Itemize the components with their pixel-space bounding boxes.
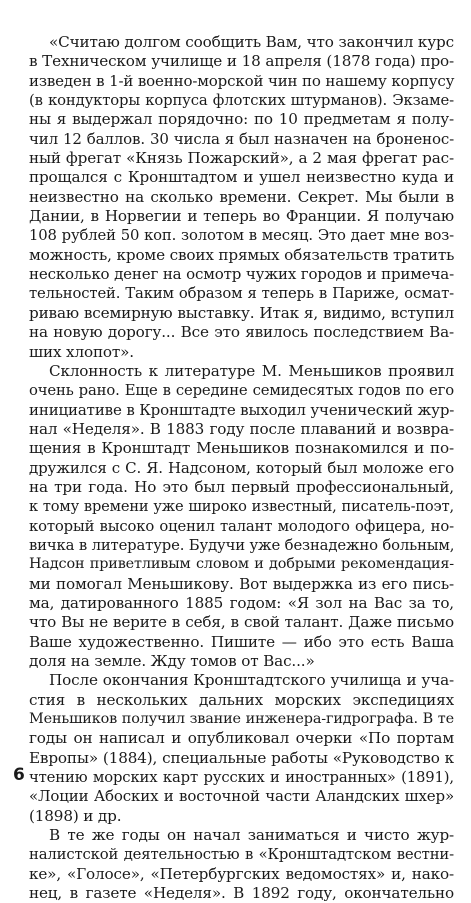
text-line: риваю всемирную выставку. Итак я, видимо, вступил bbox=[29, 303, 454, 322]
text-line: стия в нескольких дальних морских экспедициях bbox=[29, 690, 454, 709]
text-line: ми помогал Меньшикову. Вот выдержка из его пись- bbox=[29, 574, 454, 593]
text-line: (1898) и др. bbox=[29, 806, 122, 825]
text-line: чтению морских карт русских и иностранных» (1891), bbox=[29, 769, 454, 787]
paragraph-journalism bbox=[29, 826, 454, 903]
text-line: Надсон приветливым словом и добрыми рекомендация- bbox=[29, 556, 454, 573]
text-line: несколько денег на осмотр чужих городов и примеча- bbox=[29, 265, 454, 284]
text-line: Ваше художественно. Пишите — ибо это есть Ваша bbox=[29, 632, 454, 651]
text-line: который высоко оценил талант молодого офицера, но- bbox=[29, 517, 454, 535]
text-line: в Техническом училище и 18 апреля (1878 года) про- bbox=[29, 52, 454, 71]
page-number: 6 bbox=[13, 765, 25, 785]
text-line: ный фрегат «Князь Пожарский», а 2 мая фрегат рас- bbox=[29, 149, 454, 168]
text-line: на новую дорогу... Все это явилось последствием Ва- bbox=[29, 323, 454, 342]
text-line: Склонность к литературе М. Меньшиков проявил bbox=[49, 361, 454, 380]
text-line: «Считаю долгом сообщить Вам, что закончил курс bbox=[49, 33, 454, 51]
text-line: изведен в 1-й военно-морской чин по нашему корпусу bbox=[29, 71, 455, 90]
text-line: После окончания Кронштадтского училища и уча- bbox=[49, 671, 454, 690]
text-line: «Лоции Абоских и восточной части Аландских шхер» bbox=[29, 787, 454, 806]
text-line: можность, кроме своих прямых обязательств тратить bbox=[29, 245, 455, 264]
text-line: (в кондукторы корпуса флотских штурманов). Экзаме- bbox=[29, 92, 454, 110]
text-line: вичка в литературе. Будучи уже безнадежно больным, bbox=[29, 536, 455, 554]
text-line: ших хлопот». bbox=[29, 342, 134, 361]
text-line: Европы» (1884), специальные работы «Руководство к bbox=[29, 748, 454, 767]
text-line: Дании, в Норвегии и теперь во Франции. Я получаю bbox=[29, 207, 454, 226]
text-line: очень рано. Еще в середине семидесятых годов по его bbox=[29, 382, 454, 400]
text-line: ке», «Голосе», «Петербургских ведомостях» и, нако- bbox=[29, 864, 454, 883]
text-line: В те же годы он начал заниматься и чисто жур- bbox=[49, 826, 454, 845]
text-line: что Вы не верите в себя, в свой талант. Даже письмо bbox=[29, 613, 454, 632]
text-line: чил 12 баллов. 30 числа я был назначен на броненос- bbox=[29, 129, 454, 148]
text-line: Меньшиков получил звание инженера-гидрографа. В те bbox=[29, 711, 454, 728]
text-line: нец, в газете «Неделя». В 1892 году, окончательно bbox=[29, 884, 454, 903]
text-line: дружился с С. Я. Надсоном, который был моложе его bbox=[29, 458, 454, 477]
paragraph-hydrographer bbox=[29, 671, 454, 826]
text-line: щения в Кронштадт Меньшиков познакомился и по- bbox=[29, 439, 454, 458]
paragraph-letter-quote bbox=[29, 33, 454, 362]
text-line: ны я выдержал порядочно: по 10 предметам я полу- bbox=[29, 110, 454, 129]
text-line: на три года. Но это был первый профессиональный, bbox=[29, 477, 454, 496]
book-page-text bbox=[29, 33, 454, 903]
text-line: прощался с Кронштадтом и ушел неизвестно куда и bbox=[29, 168, 454, 187]
text-line: доля на земле. Жду томов от Вас...» bbox=[29, 652, 315, 670]
text-line: налистской деятельностью в «Кронштадтском вестни- bbox=[29, 846, 454, 864]
text-line: годы он написал и опубликовал очерки «По портам bbox=[29, 729, 454, 748]
text-line: ма, датированного 1885 годом: «Я зол на Вас за то, bbox=[29, 593, 454, 612]
text-line: нал «Неделя». В 1883 году после плаваний и возвра- bbox=[29, 419, 454, 438]
text-line: неизвестно на сколько времени. Секрет. Мы были в bbox=[29, 187, 454, 206]
text-line: 108 рублей 50 коп. золотом в месяц. Это дает мне воз- bbox=[29, 227, 454, 245]
text-line: к тому времени уже широко известный, писатель-поэт, bbox=[29, 498, 454, 516]
text-line: тельностей. Таким образом я теперь в Париже, осмат- bbox=[29, 285, 454, 303]
text-line: инициативе в Кронштадте выходил ученический жур- bbox=[29, 400, 455, 419]
paragraph-literature bbox=[29, 362, 454, 672]
